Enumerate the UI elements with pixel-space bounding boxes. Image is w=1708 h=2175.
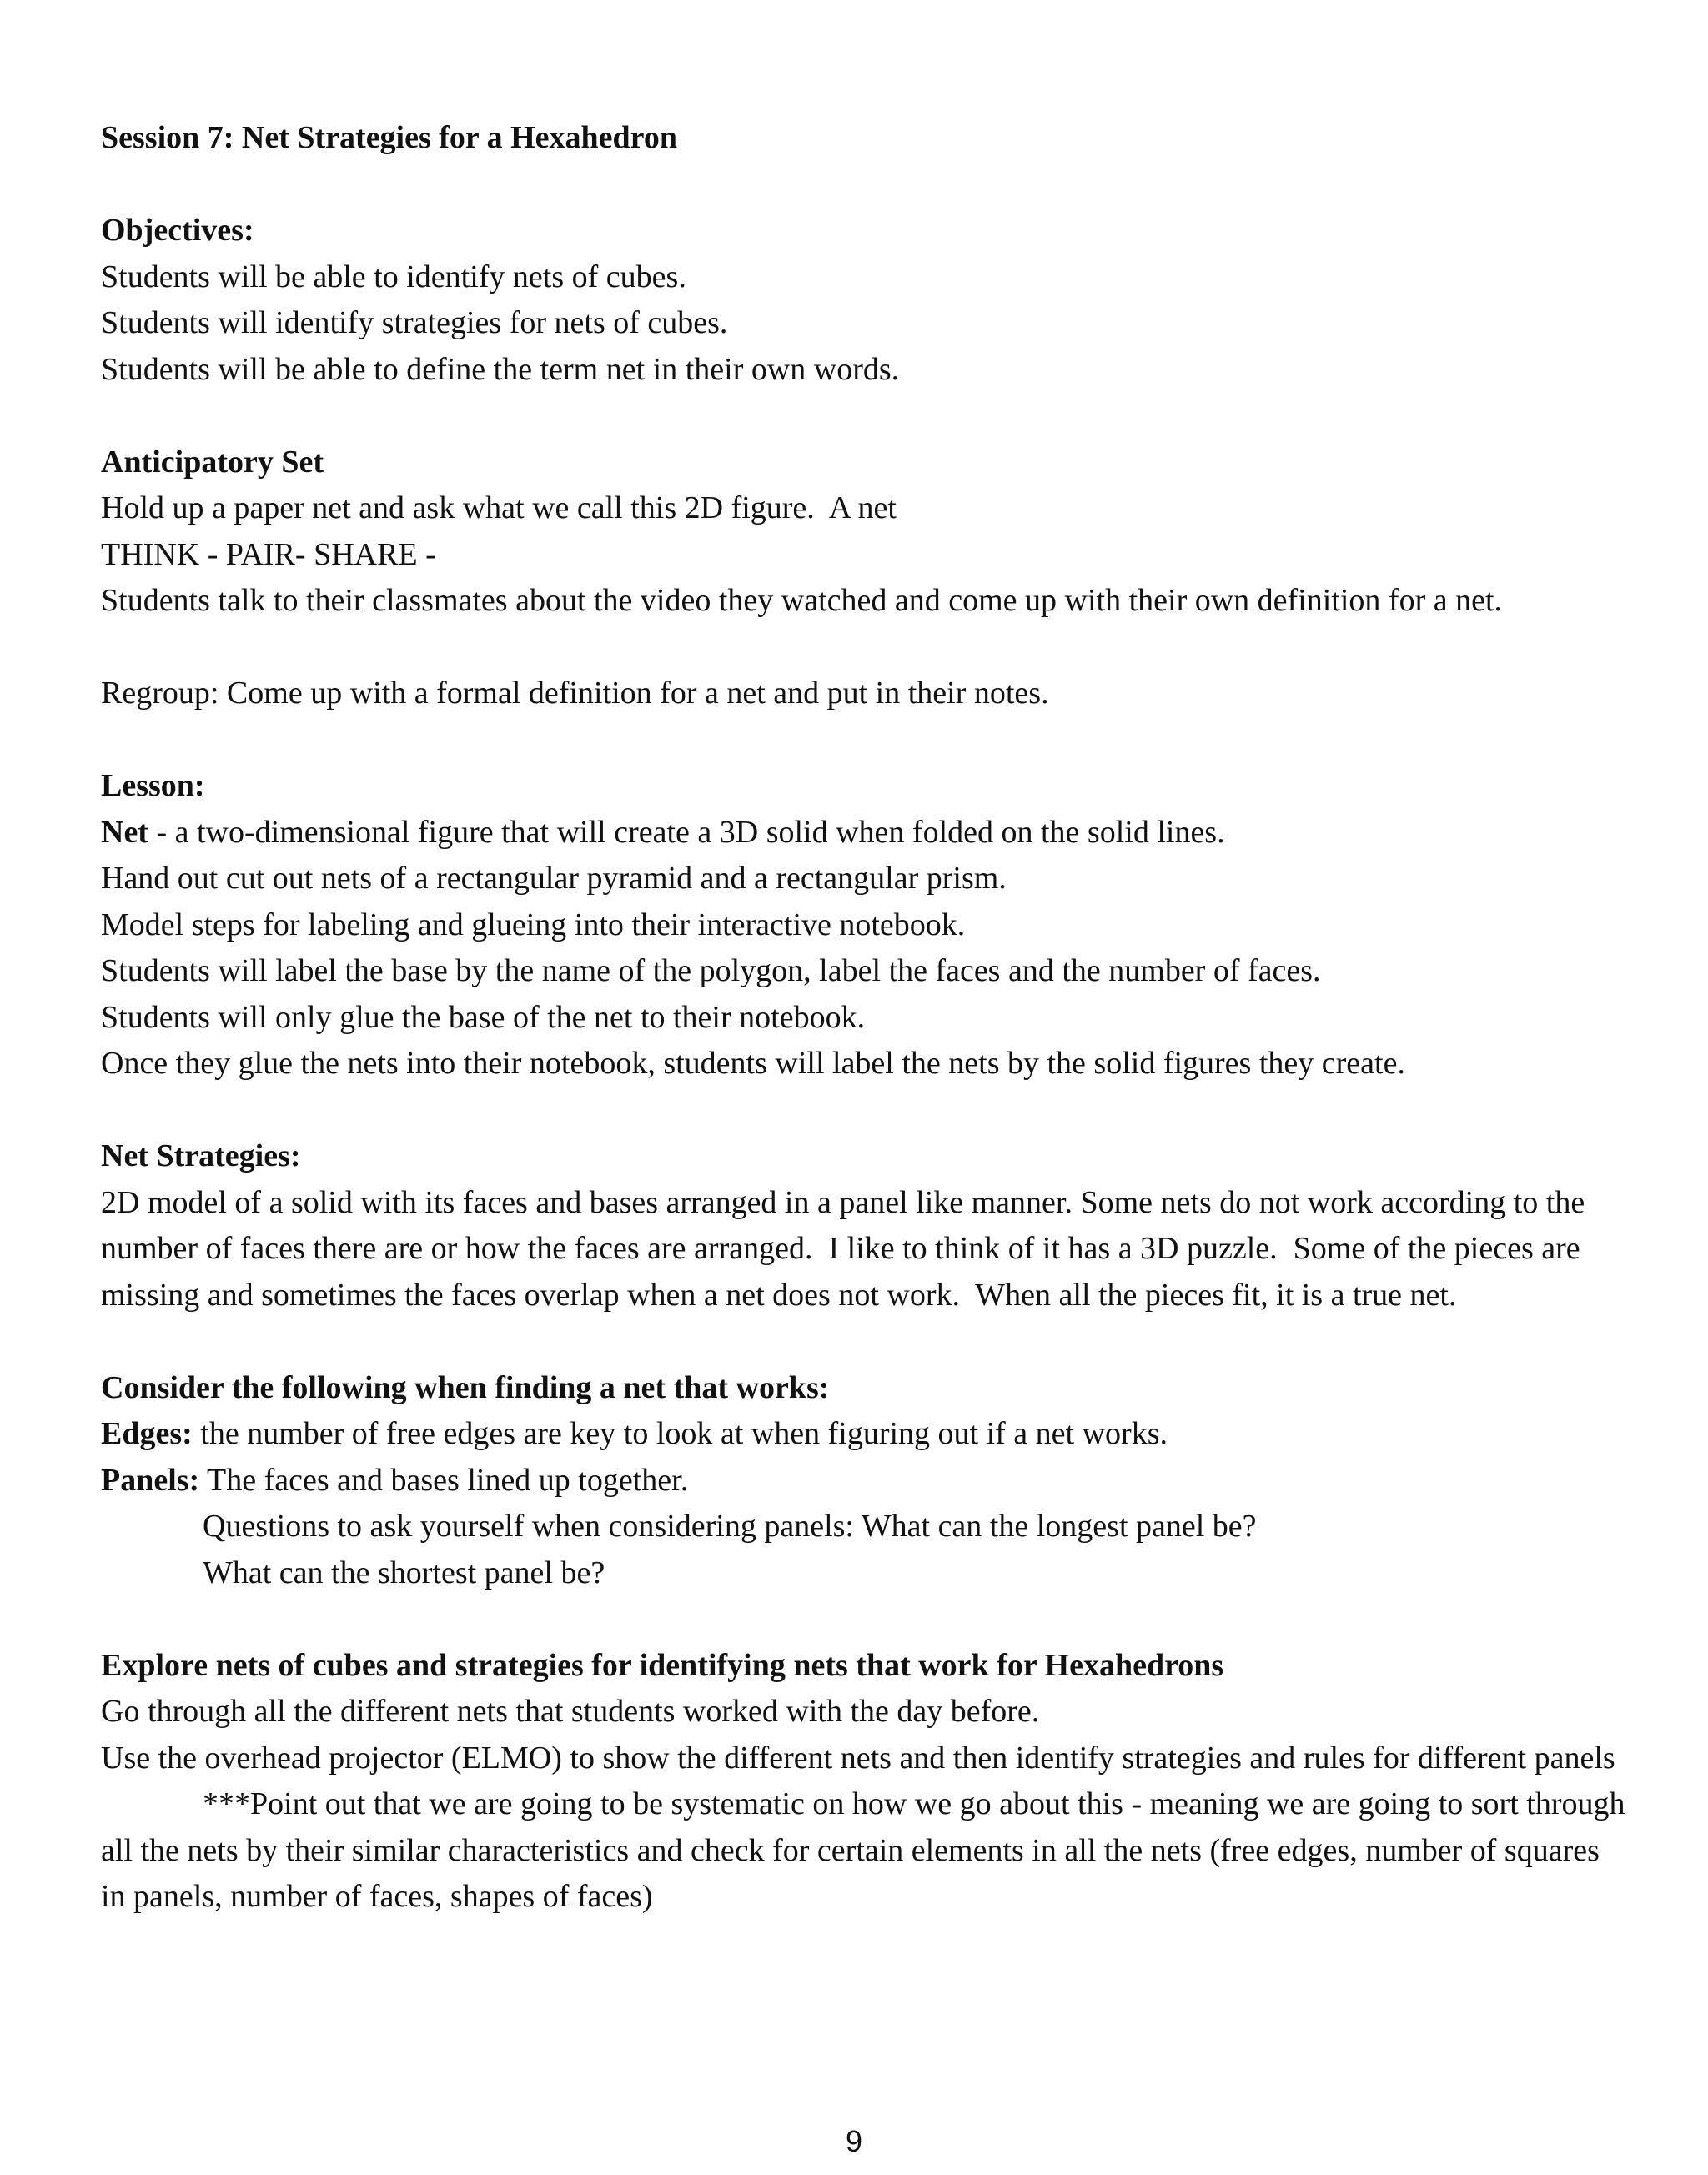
lesson-line: Model steps for labeling and glueing into their interactive notebook.: [101, 907, 966, 942]
document-page: [101, 115, 1625, 1921]
anticipatory-line: Students talk to their classmates about the video they watched and come up with their own definition for a net.: [101, 583, 1503, 618]
explore-heading: Explore nets of cubes and strategies for identifying nets that work for Hexahedrons: [101, 1647, 1224, 1683]
spacer: [101, 1319, 1619, 1365]
net-definition-text: - a two-dimensional figure that will create a 3D solid when folded on the solid lines.: [148, 814, 1225, 850]
net-term: Net: [101, 814, 148, 850]
explore-note-paragraph: ***Point out that we are going to be systematic on how we go about this - meaning we are going to sort through all the nets by their similar characteristics and check for certain elements in all the nets (free edges, number of squares in panels, number of faces, shapes of faces): [101, 1786, 1625, 1914]
spacer: [101, 1596, 1619, 1643]
spacer: [101, 162, 1619, 208]
net-strategies-paragraph: 2D model of a solid with its faces and bases arranged in a panel like manner. Some nets do not work according to the number of faces there are or how the faces are arranged. I like to think of it has a 3D puzzle. Some of the pieces are missing and sometimes the faces overlap when a net does not work. When all the pieces fit, it is a true net.: [101, 1184, 1593, 1313]
spacer: [101, 1088, 1619, 1134]
edges-line: [101, 1411, 1619, 1458]
panel-question: Questions to ask yourself when considering panels: What can the longest panel be?: [203, 1509, 1257, 1544]
anticipatory-line: THINK - PAIR- SHARE -: [101, 536, 436, 572]
panel-question: What can the shortest panel be?: [203, 1555, 605, 1590]
net-strategies-heading: Net Strategies:: [101, 1138, 301, 1173]
edges-term: Edges:: [101, 1416, 193, 1451]
consider-heading: Consider the following when finding a net that works:: [101, 1369, 830, 1405]
spacer: [101, 393, 1619, 440]
session-title: Session 7: Net Strategies for a Hexahedron: [101, 120, 677, 155]
objective-line: Students will identify strategies for nets of cubes.: [101, 305, 728, 340]
explore-line: Go through all the different nets that students worked with the day before.: [101, 1694, 1040, 1729]
panels-text: The faces and bases lined up together.: [199, 1462, 689, 1498]
spacer: [101, 625, 1619, 671]
objectives-heading: Objectives:: [101, 213, 254, 248]
anticipatory-line: Hold up a paper net and ask what we call this 2D figure. A net: [101, 490, 897, 525]
page-number: 9: [845, 2124, 863, 2158]
lesson-line: Students will label the base by the name of the polygon, label the faces and the number of faces.: [101, 953, 1321, 988]
objective-line: Students will be able to define the term net in their own words.: [101, 351, 900, 387]
regroup-line: Regroup: Come up with a formal definition for a net and put in their notes.: [101, 676, 1049, 711]
lesson-heading: Lesson:: [101, 768, 205, 803]
panels-term: Panels:: [101, 1462, 200, 1498]
net-definition: [101, 810, 1619, 856]
lesson-line: Students will only glue the base of the net to their notebook.: [101, 999, 866, 1035]
lesson-line: Hand out cut out nets of a rectangular pyramid and a rectangular prism.: [101, 861, 1007, 896]
spacer: [101, 717, 1619, 764]
lesson-line: Once they glue the nets into their notebook, students will label the nets by the solid figures they create.: [101, 1046, 1405, 1081]
explore-paragraph: Use the overhead projector (ELMO) to show the different nets and then identify strategies and rules for different panels: [101, 1740, 1615, 1776]
edges-text: the number of free edges are key to look at when figuring out if a net works.: [192, 1416, 1168, 1451]
panels-line: [101, 1458, 1619, 1504]
anticipatory-heading: Anticipatory Set: [101, 444, 324, 480]
objective-line: Students will be able to identify nets of cubes.: [101, 259, 686, 294]
